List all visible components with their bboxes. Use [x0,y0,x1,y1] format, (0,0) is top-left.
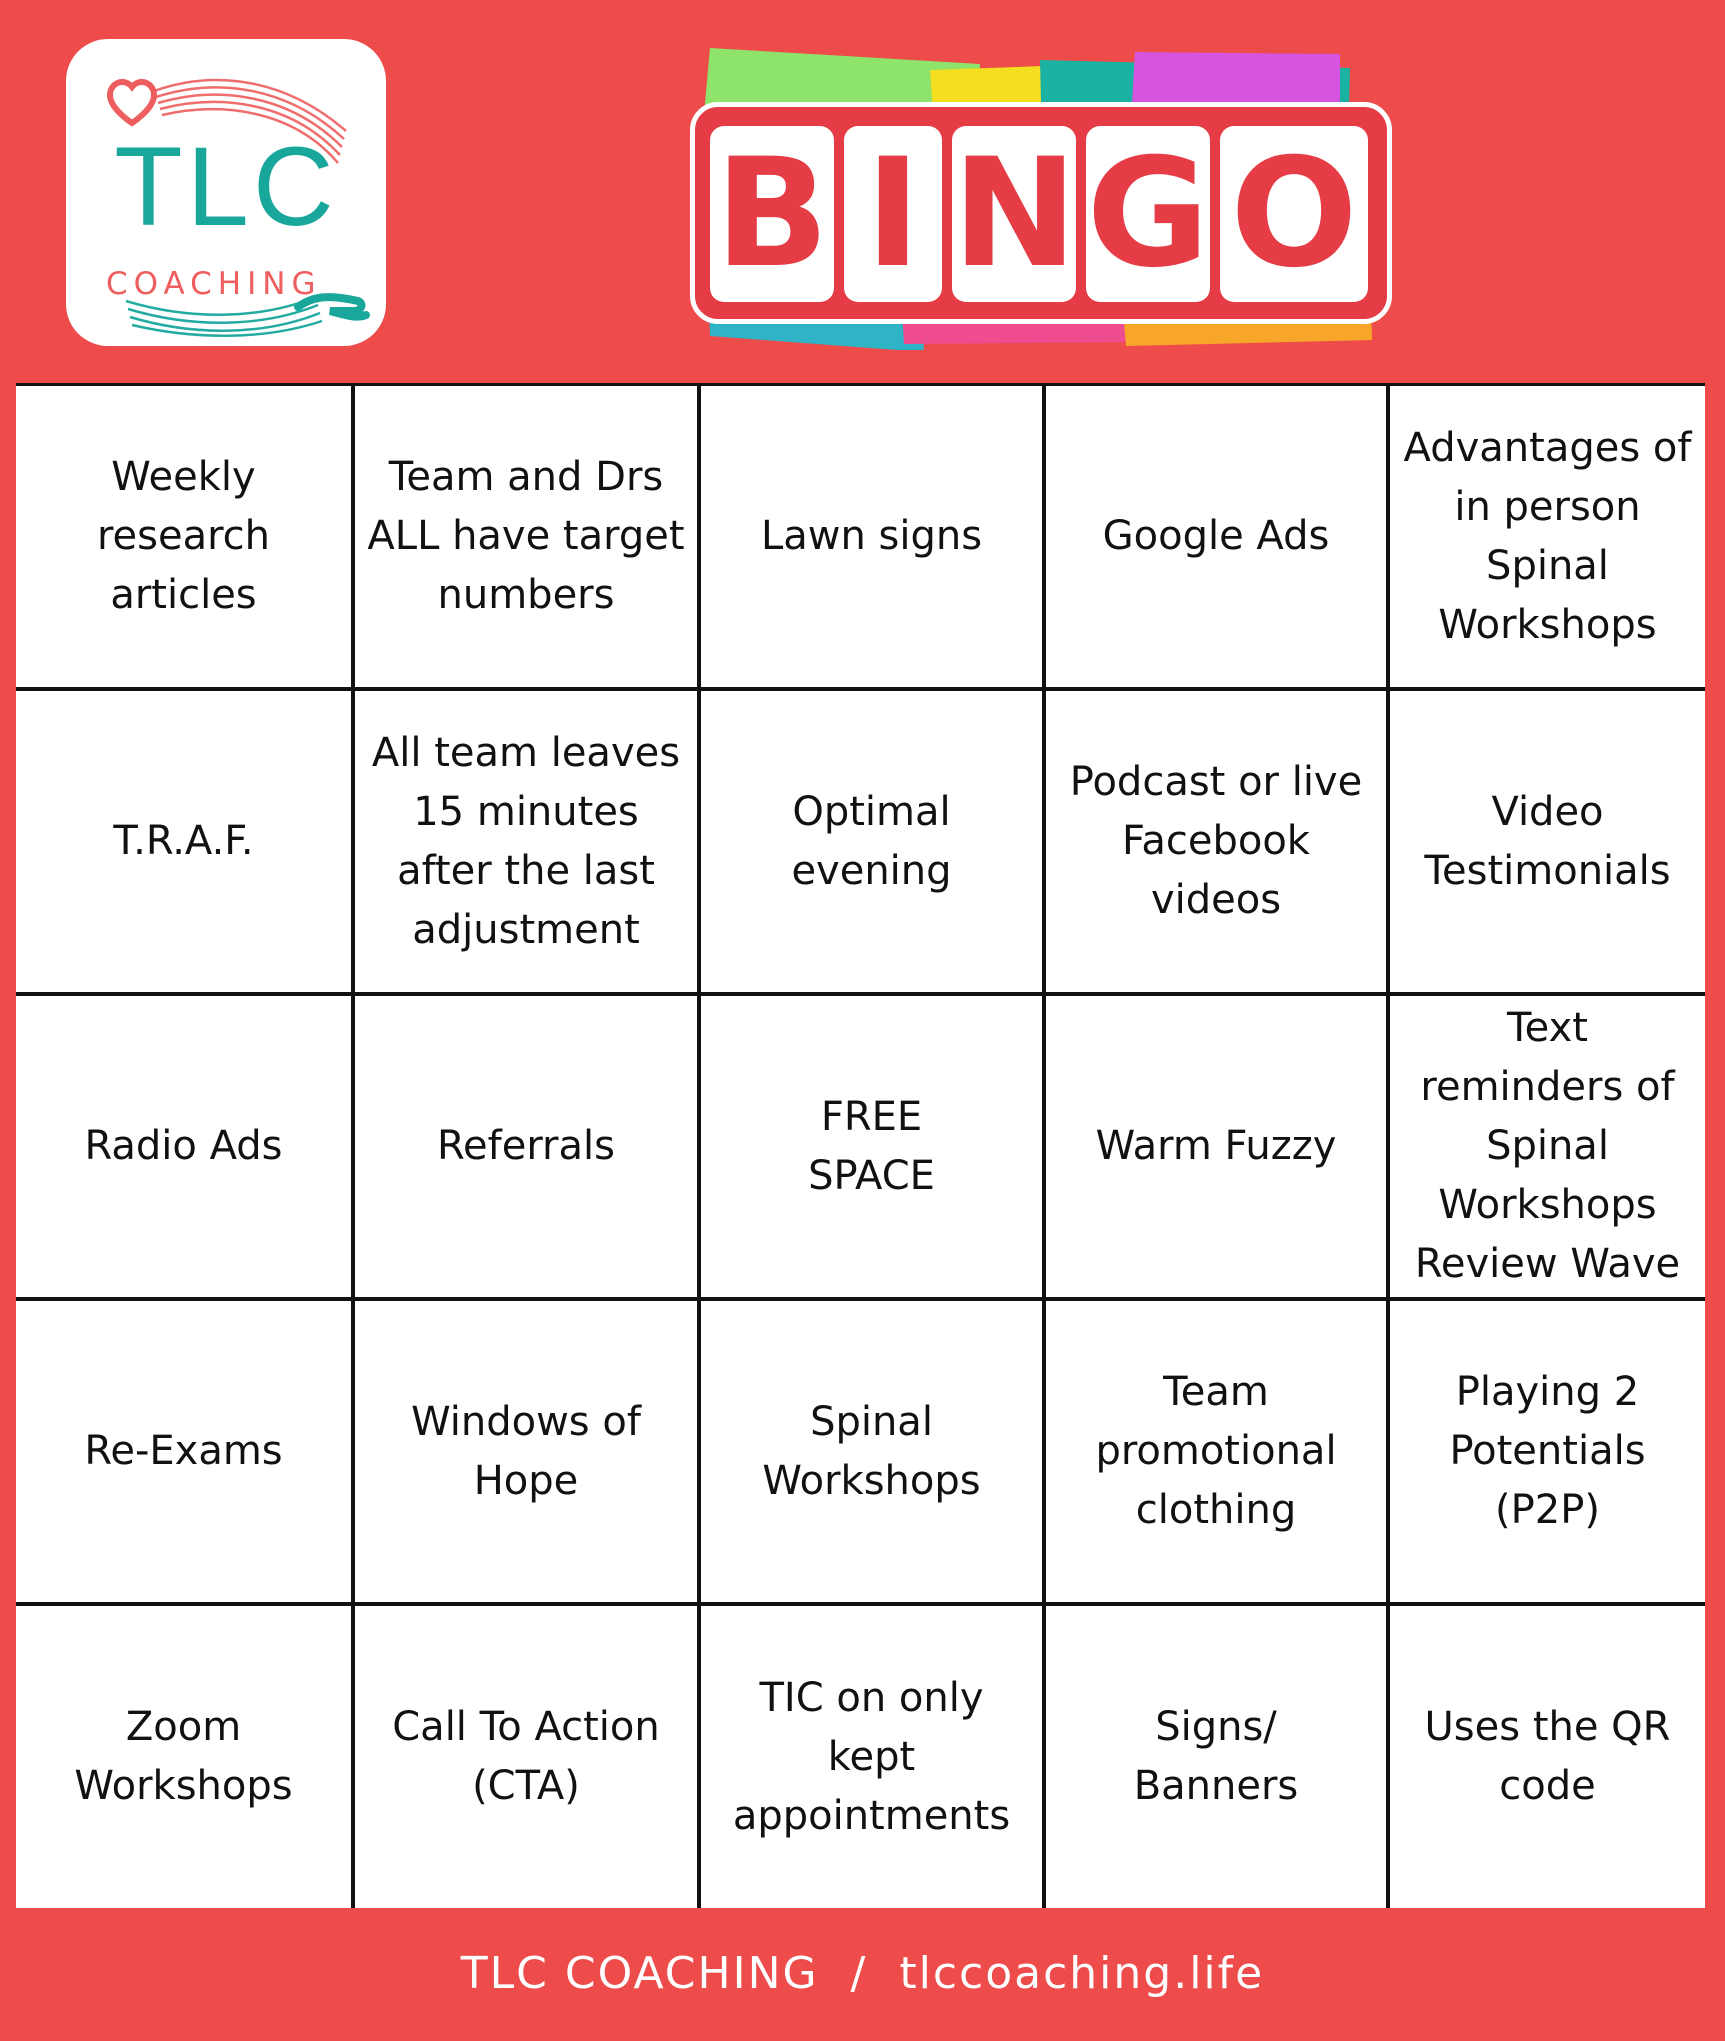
footer-text: TLC COACHING / tlccoaching.life [460,1947,1265,1999]
bingo-letter-g: G [1086,127,1210,301]
bingo-cell[interactable]: Referrals [355,996,701,1301]
bingo-letter-o: O [1220,126,1368,302]
bingo-letter-i: I [844,126,942,302]
bingo-board [16,383,1705,1908]
bingo-cell[interactable]: Zoom Workshops [16,1606,355,1908]
bingo-cell[interactable]: Warm Fuzzy [1046,996,1390,1301]
free-space-cell[interactable]: FREE SPACE [701,996,1046,1301]
bingo-cell[interactable]: Lawn signs [701,386,1046,691]
logo-brand: TLC [114,124,338,249]
bingo-cell[interactable]: Windows of Hope [355,1301,701,1606]
bingo-cell[interactable]: Optimal evening [701,691,1046,996]
heart-icon [110,82,154,123]
bingo-cell[interactable]: Playing 2 Potentials (P2P) [1390,1301,1705,1606]
bingo-cell[interactable]: Podcast or live Facebook videos [1046,691,1390,996]
bingo-cell[interactable]: Team and Drs ALL have target numbers [355,386,701,691]
bingo-letter-b: B [710,126,834,302]
bingo-cell[interactable]: Call To Action (CTA) [355,1606,701,1908]
bingo-cell[interactable]: Radio Ads [16,996,355,1301]
bingo-cell[interactable]: All team leaves 15 minutes after the last adjustment [355,691,701,996]
tlc-coaching-logo [66,39,386,346]
bingo-letter-n: N [952,127,1078,301]
bingo-cell[interactable]: Text reminders of Spinal Workshops Review Wave [1390,996,1705,1301]
bingo-cell[interactable]: Re-Exams [16,1301,355,1606]
bingo-cell[interactable]: Advantages of in person Spinal Workshops [1390,386,1705,691]
bingo-cell[interactable]: Spinal Workshops [701,1301,1046,1606]
bingo-cell[interactable]: Weekly research articles [16,386,355,691]
bingo-cell[interactable]: Video Testimonials [1390,691,1705,996]
bingo-cell[interactable]: Signs/ Banners [1046,1606,1390,1908]
bingo-title [680,40,1410,350]
bingo-cell[interactable]: Uses the QR code [1424,1704,1671,1809]
logo-subtitle: COACHING [106,266,322,302]
bingo-cell[interactable]: Google Ads [1046,386,1390,691]
bingo-cell[interactable]: T.R.A.F. [16,691,355,996]
bingo-cell[interactable]: TIC on only kept appointments [701,1606,1046,1908]
bingo-cell[interactable]: Team promotional clothing [1046,1301,1390,1606]
